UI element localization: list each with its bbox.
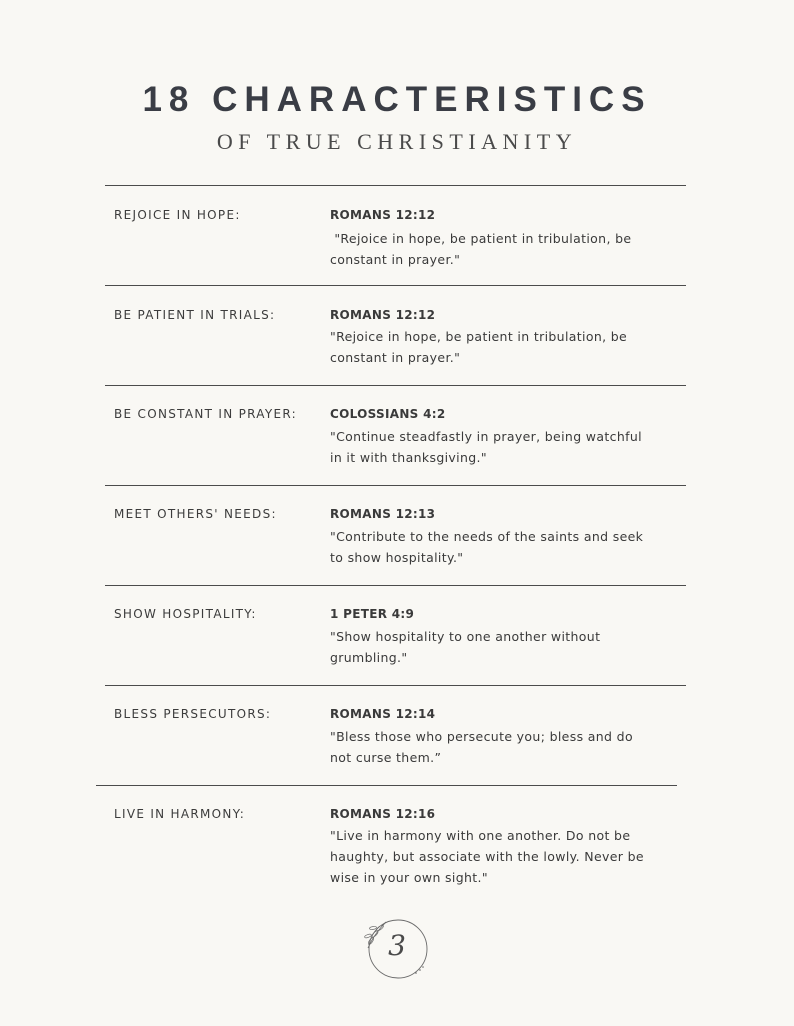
scripture-reference: COLOSSIANS 4:2: [330, 407, 446, 421]
scripture-quote: "Rejoice in hope, be patient in tribulation, be constant in prayer.": [330, 329, 628, 365]
divider-7: [96, 785, 677, 786]
characteristic-label: MEET OTHERS' NEEDS:: [114, 507, 277, 521]
scripture-reference: 1 PETER 4:9: [330, 607, 415, 621]
scripture-reference: ROMANS 12:13: [330, 507, 436, 521]
scripture-quote: "Rejoice in hope, be patient in tribulation, be constant in prayer.": [330, 231, 632, 267]
page-subtitle: OF TRUE CHRISTIANITY: [216, 129, 578, 154]
scripture-reference: ROMANS 12:12: [330, 308, 436, 322]
scripture-reference: ROMANS 12:16: [330, 807, 436, 821]
divider-2: [105, 285, 686, 286]
page-number: 3: [388, 929, 406, 962]
characteristic-label: BE PATIENT IN TRIALS:: [114, 308, 276, 322]
scripture-quote: "Contribute to the needs of the saints and seek to show hospitality.": [330, 529, 644, 565]
divider-6: [105, 685, 686, 686]
divider-5: [105, 585, 686, 586]
scripture-quote: "Bless those who persecute you; bless and do not curse them.”: [330, 729, 633, 765]
scripture-quote: "Continue steadfastly in prayer, being watchful in it with thanksgiving.": [330, 429, 642, 465]
characteristic-label: LIVE IN HARMONY:: [114, 807, 246, 821]
divider-1: [105, 185, 686, 186]
characteristic-label: SHOW HOSPITALITY:: [114, 607, 257, 621]
characteristic-label: BLESS PERSECUTORS:: [114, 707, 272, 721]
scripture-quote: "Show hospitality to one another without grumbling.": [330, 629, 601, 665]
scripture-reference: ROMANS 12:12: [330, 208, 436, 222]
characteristic-label: BE CONSTANT IN PRAYER:: [114, 407, 297, 421]
scripture-quote: "Live in harmony with one another. Do not be haughty, but associate with the lowly. Never be wise in your own sight.": [330, 828, 644, 885]
page-title: 18 CHARACTERISTICS: [142, 80, 652, 119]
divider-3: [105, 385, 686, 386]
scripture-reference: ROMANS 12:14: [330, 707, 436, 721]
divider-4: [105, 485, 686, 486]
characteristic-label: REJOICE IN HOPE:: [114, 208, 241, 222]
